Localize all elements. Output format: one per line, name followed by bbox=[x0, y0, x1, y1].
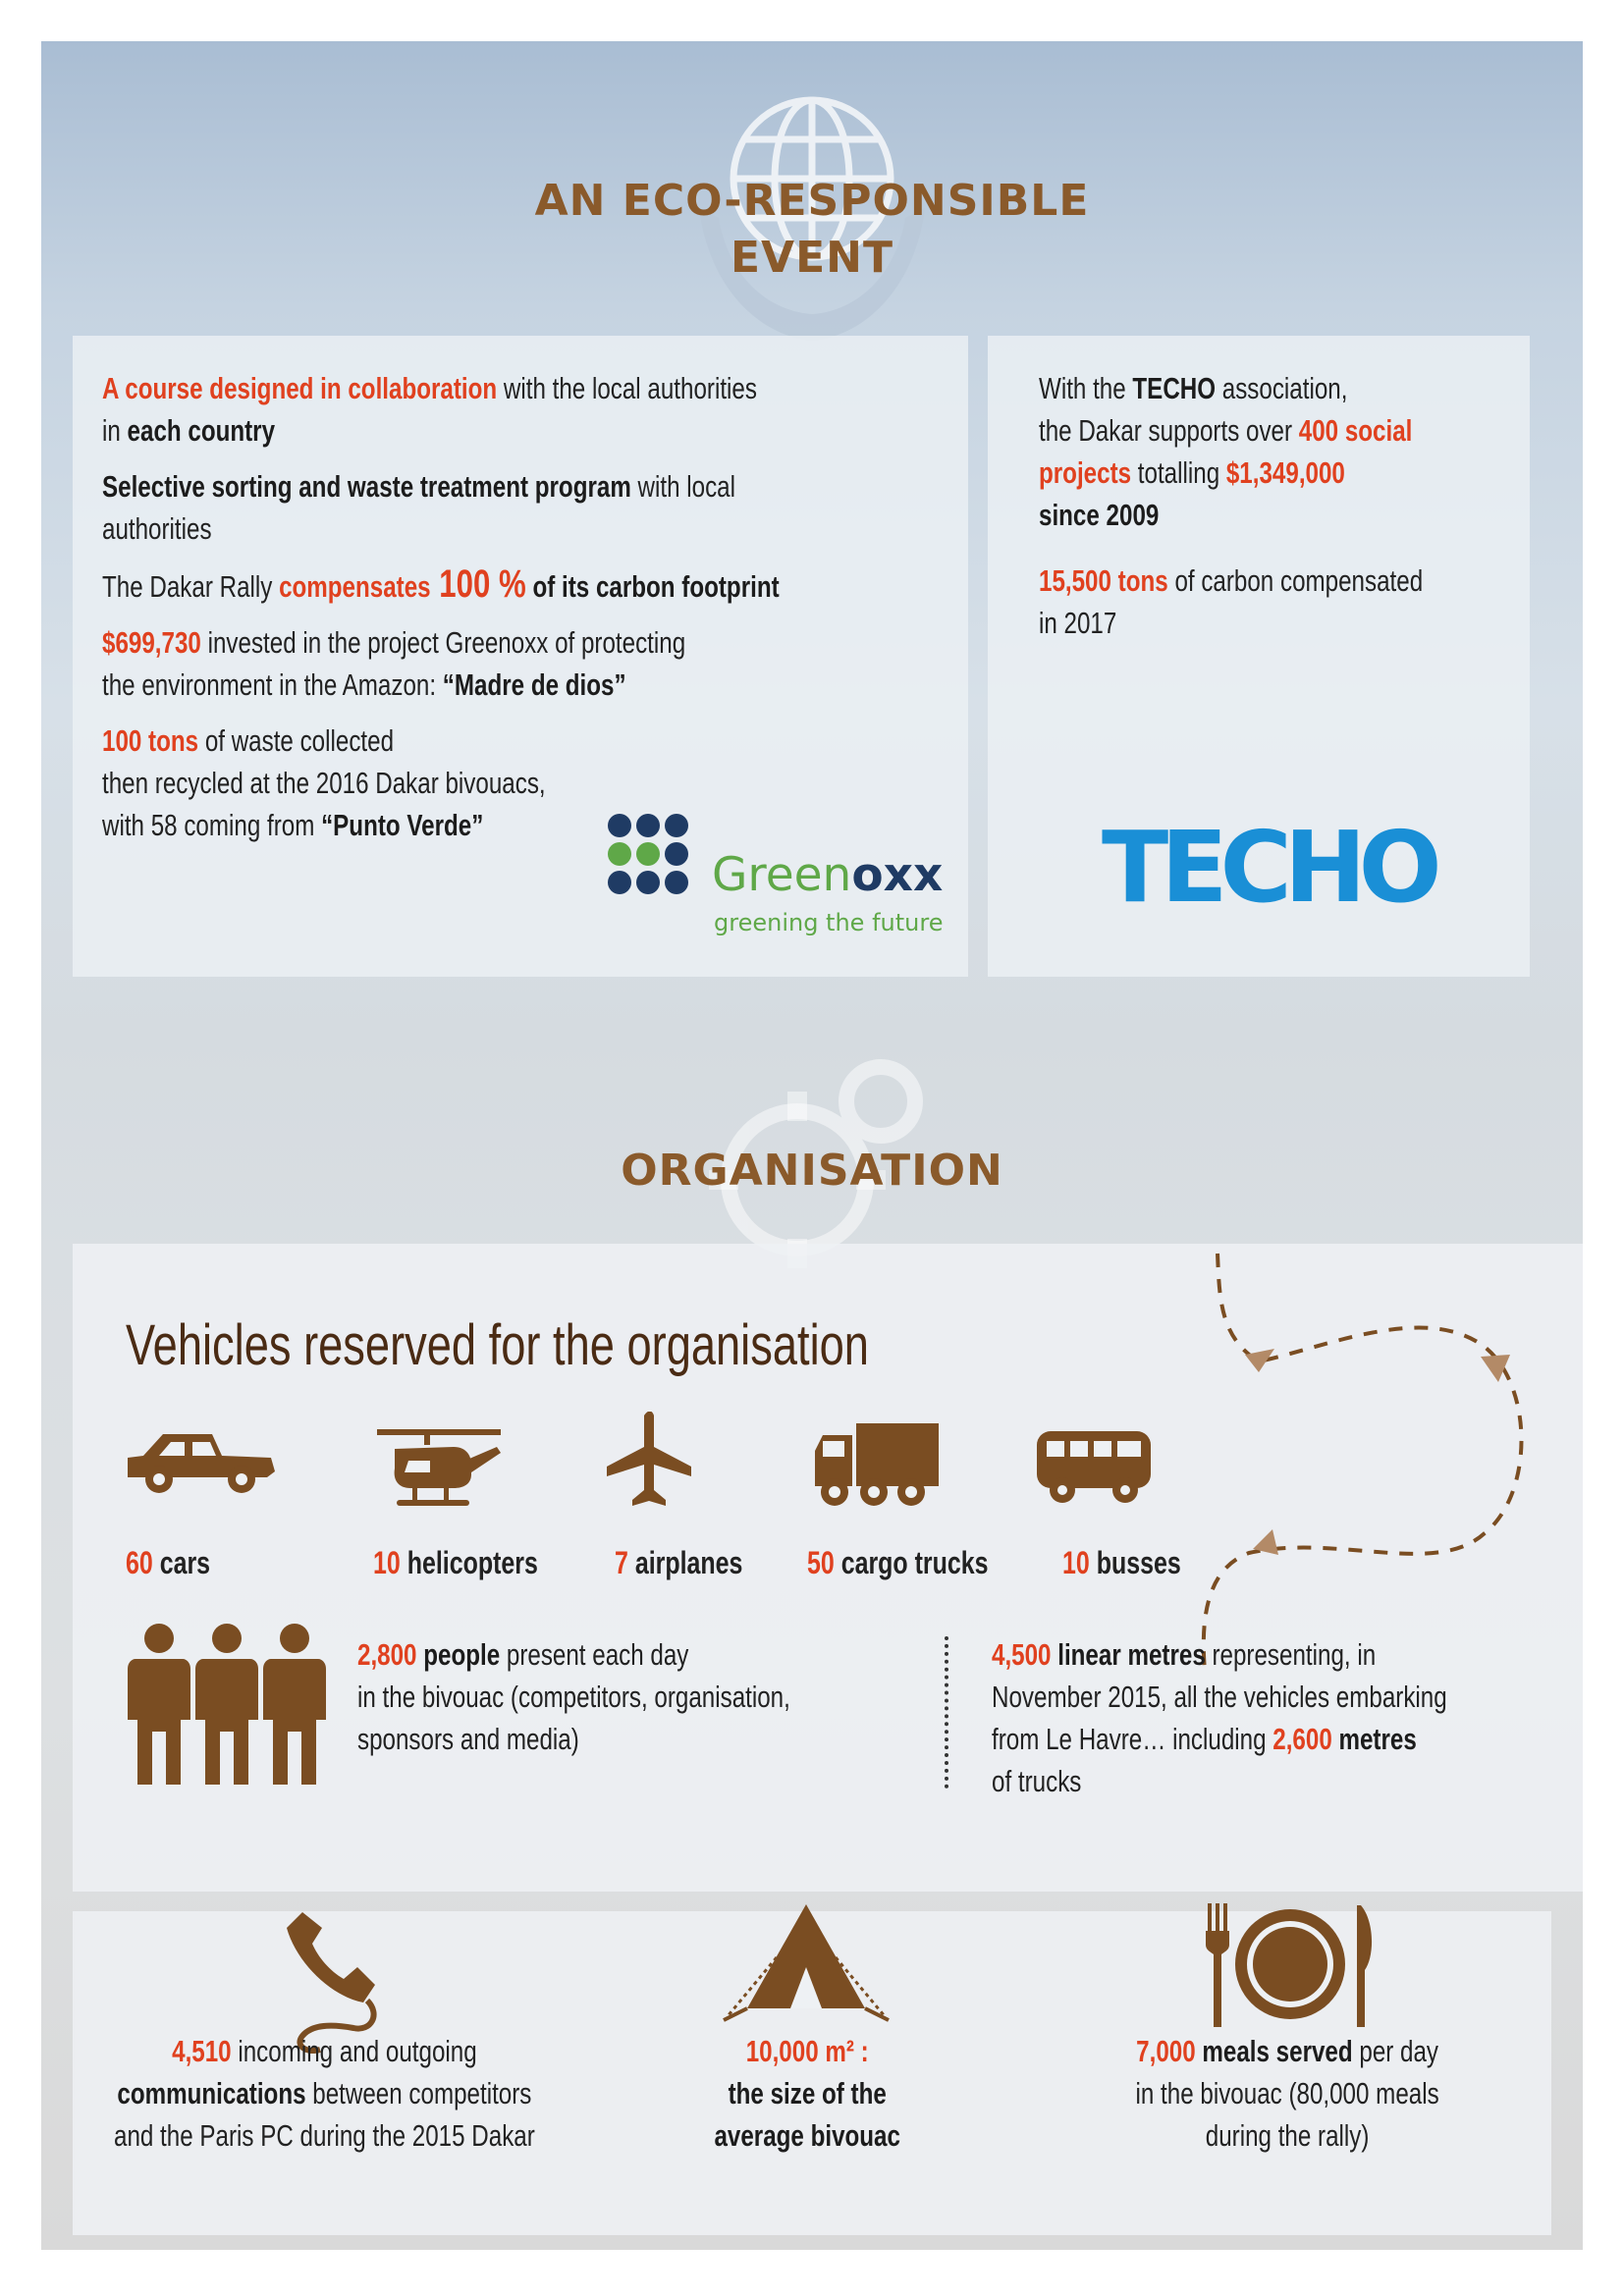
techo-text-b: association, bbox=[1216, 371, 1348, 405]
meals-bold: meals served bbox=[1195, 2034, 1353, 2068]
people-count: 2,800 bbox=[357, 1637, 417, 1672]
techo-text-a: With the bbox=[1039, 371, 1133, 405]
carbon-comp-text-b: in 2017 bbox=[1039, 606, 1117, 640]
people-text-c: sponsors and media) bbox=[357, 1722, 579, 1756]
meals-text bbox=[1100, 2030, 1475, 2157]
course-text-a: with the local authorities bbox=[497, 371, 757, 405]
carbon-compensated bbox=[1039, 560, 1529, 644]
infographic-page bbox=[41, 41, 1583, 2250]
carbon-tons: 15,500 tons bbox=[1039, 563, 1168, 598]
greenoxx-dot bbox=[665, 842, 688, 866]
comms-text-c: and the Paris PC during the 2015 Dakar bbox=[113, 2118, 535, 2153]
techo-projects: projects bbox=[1039, 455, 1132, 490]
comms-count: 4,510 bbox=[172, 2034, 232, 2068]
people-bold: people bbox=[416, 1637, 501, 1672]
greenoxx-name bbox=[712, 848, 943, 902]
car-icon bbox=[124, 1420, 277, 1499]
meals-text-c: during the rally) bbox=[1205, 2118, 1370, 2153]
truck-icon bbox=[813, 1415, 941, 1514]
meals-count: 7,000 bbox=[1136, 2034, 1196, 2068]
plate-cutlery-icon bbox=[1204, 1901, 1377, 2029]
vehicles-heading: Vehicles reserved for the organisation bbox=[126, 1313, 869, 1377]
greenoxx-amount: $699,730 bbox=[102, 625, 201, 660]
vehicle-count: 10 bbox=[373, 1545, 401, 1580]
techo-amount: $1,349,000 bbox=[1225, 455, 1345, 490]
greenoxx-dot bbox=[608, 814, 631, 837]
metres-bold: linear metres bbox=[1051, 1637, 1206, 1672]
comms-text-b: between competitors bbox=[305, 2076, 532, 2110]
course-text-b: in bbox=[102, 413, 128, 448]
techo-text-d: totalling bbox=[1131, 455, 1226, 490]
people-text-a: present each day bbox=[500, 1637, 689, 1672]
eco-item-sorting bbox=[102, 465, 868, 550]
techo-logo-text: TECHO bbox=[1102, 810, 1435, 925]
vehicle-label-airplane bbox=[615, 1545, 742, 1581]
comms-bold: communications bbox=[117, 2076, 306, 2110]
comms-text-a: incoming and outgoing bbox=[231, 2034, 477, 2068]
meals-text-a: per day bbox=[1352, 2034, 1439, 2068]
carbon-percent: 100 % bbox=[430, 562, 526, 606]
bivouac-bold1: the size of the bbox=[728, 2076, 887, 2110]
vehicle-type: airplanes bbox=[627, 1545, 743, 1580]
vehicle-label-truck bbox=[807, 1545, 989, 1581]
techo-projects-count: 400 social bbox=[1298, 413, 1413, 448]
vehicle-label-car bbox=[126, 1545, 210, 1581]
techo-bold: TECHO bbox=[1132, 371, 1217, 405]
metres-text-a: representing, in bbox=[1205, 1637, 1377, 1672]
people-text bbox=[357, 1633, 817, 1760]
eco-title-line2: EVENT bbox=[730, 233, 893, 283]
greenoxx-dot bbox=[636, 814, 660, 837]
greenoxx-logo bbox=[608, 814, 1001, 971]
eco-item-carbon bbox=[102, 563, 868, 608]
greenoxx-tagline: greening the future bbox=[714, 909, 944, 936]
greenoxx-dot bbox=[608, 871, 631, 894]
bivouac-size: 10,000 m² : bbox=[745, 2034, 869, 2068]
eco-item-greenoxx bbox=[102, 621, 868, 706]
eco-left-text bbox=[102, 367, 868, 860]
greenoxx-dots-icon bbox=[608, 814, 690, 896]
bus-icon bbox=[1033, 1425, 1155, 1514]
tent-icon bbox=[718, 1898, 894, 2026]
bivouac-text bbox=[662, 2030, 952, 2157]
carbon-bold: of its carbon footprint bbox=[525, 569, 780, 604]
metres-text-b: November 2015, all the vehicles embarking bbox=[992, 1680, 1447, 1714]
carbon-text-a: The Dakar Rally bbox=[102, 569, 280, 604]
course-highlight: A course designed in collaboration bbox=[102, 371, 498, 405]
greenoxx-dot bbox=[608, 842, 631, 866]
vehicle-count: 60 bbox=[126, 1545, 153, 1580]
waste-bold: “Punto Verde” bbox=[321, 808, 484, 842]
vehicle-count: 10 bbox=[1062, 1545, 1090, 1580]
eco-title-line1: AN ECO-RESPONSIBLE bbox=[534, 176, 1090, 226]
techo-since: since 2009 bbox=[1039, 498, 1160, 532]
sorting-text-a: with local bbox=[630, 469, 735, 504]
vehicle-count: 7 bbox=[615, 1545, 628, 1580]
eco-right-text bbox=[1039, 367, 1529, 658]
vehicle-type: helicopters bbox=[400, 1545, 538, 1580]
greenoxx-dot bbox=[665, 871, 688, 894]
techo-logo bbox=[1102, 810, 1435, 925]
greenoxx-bold: “Madre de dios” bbox=[442, 667, 626, 702]
vehicle-label-bus bbox=[1062, 1545, 1181, 1581]
metres-text-d: of trucks bbox=[992, 1764, 1082, 1798]
people-icon bbox=[126, 1622, 328, 1789]
dashed-route-icon bbox=[1190, 1239, 1583, 1690]
dotted-divider bbox=[945, 1636, 948, 1789]
carbon-comp-text-a: of carbon compensated bbox=[1167, 563, 1424, 598]
vehicle-type: cars bbox=[152, 1545, 211, 1580]
vehicle-type: cargo trucks bbox=[834, 1545, 989, 1580]
trucks-metres-count: 2,600 bbox=[1272, 1722, 1332, 1756]
greenoxx-dot bbox=[636, 871, 660, 894]
greenoxx-name-a: Green bbox=[712, 848, 852, 902]
greenoxx-text-b: the environment in the Amazon: bbox=[102, 667, 443, 702]
greenoxx-name-b: oxx bbox=[851, 848, 944, 902]
sorting-bold: Selective sorting and waste treatment program bbox=[102, 469, 631, 504]
people-text-b: in the bivouac (competitors, organisation, bbox=[357, 1680, 790, 1714]
sorting-text-b: authorities bbox=[102, 511, 212, 546]
bivouac-bold2: average bivouac bbox=[714, 2118, 900, 2153]
vehicle-label-helicopter bbox=[373, 1545, 538, 1581]
greenoxx-text-a: invested in the project Greenoxx of protecting bbox=[200, 625, 686, 660]
waste-text-a: of waste collected bbox=[198, 723, 395, 758]
comms-text bbox=[110, 2030, 539, 2157]
meals-text-b: in the bivouac (80,000 meals bbox=[1135, 2076, 1439, 2110]
eco-item-course bbox=[102, 367, 868, 452]
greenoxx-dot bbox=[665, 814, 688, 837]
helicopter-icon bbox=[375, 1425, 503, 1510]
metres-count: 4,500 bbox=[992, 1637, 1052, 1672]
metres-text-c: from Le Havre… including bbox=[992, 1722, 1273, 1756]
vehicle-count: 50 bbox=[807, 1545, 835, 1580]
waste-amount: 100 tons bbox=[102, 723, 199, 758]
metres-text bbox=[992, 1633, 1574, 1802]
metres-bold2: metres bbox=[1331, 1722, 1417, 1756]
waste-text-b: then recycled at the 2016 Dakar bivouacs, bbox=[102, 766, 546, 800]
org-title: ORGANISATION bbox=[621, 1146, 1003, 1196]
course-text-bold: each country bbox=[127, 413, 276, 448]
carbon-red: compensates bbox=[279, 569, 431, 604]
airplane-icon bbox=[605, 1412, 693, 1510]
waste-text-c: with 58 coming from bbox=[102, 808, 322, 842]
vehicle-type: busses bbox=[1089, 1545, 1181, 1580]
techo-support bbox=[1039, 367, 1529, 536]
techo-text-c: the Dakar supports over bbox=[1039, 413, 1299, 448]
greenoxx-dot bbox=[636, 842, 660, 866]
